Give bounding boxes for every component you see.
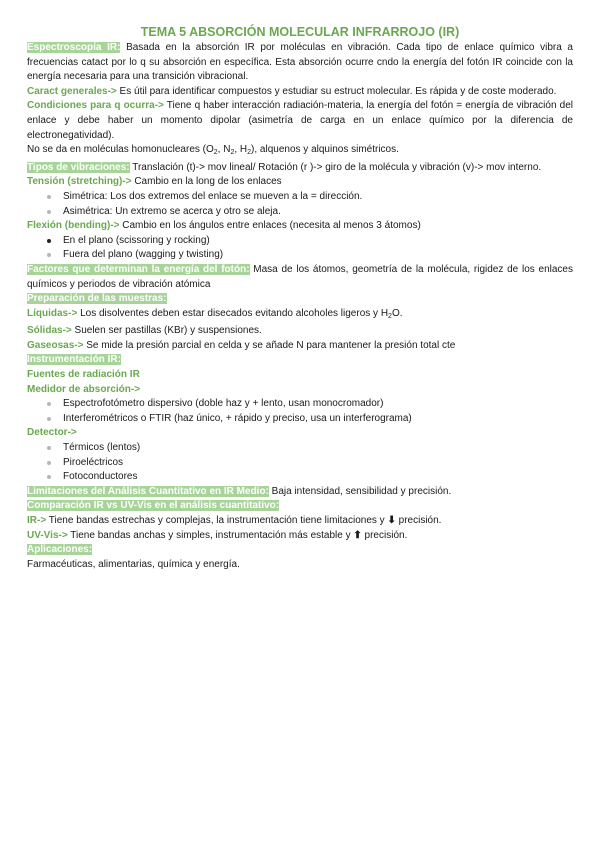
homonucleares-text-c: , H [234, 144, 248, 156]
paragraph-preparacion [27, 292, 573, 307]
caract-text: Es útil para identificar compuestos y estudiar su estruct molecular. Es rápida y de coste moderado. [116, 85, 557, 97]
list-item: Fotoconductores [27, 470, 573, 485]
flexion-text: Cambio en los ángulos entre enlaces (necesita al menos 3 átomos) [119, 220, 421, 232]
label-caract: Caract generales-> [27, 85, 117, 97]
list-tension [27, 190, 573, 219]
highlight-aplicaciones: Aplicaciones: [27, 544, 93, 556]
paragraph-fuentes [27, 368, 573, 383]
list-item: Interferométricos o FTIR (haz único, + rápido y preciso, usa un interferograma) [27, 412, 573, 427]
paragraph-caract [27, 85, 573, 100]
label-ir: IR-> [27, 515, 47, 526]
paragraph-uvvis [27, 529, 573, 544]
page-title: TEMA 5 ABSORCIÓN MOLECULAR INFRARROJO (IR) [140, 25, 460, 39]
solidas-text: Suelen ser pastillas (KBr) y suspensiones. [71, 325, 262, 337]
highlight-espectroscopia: Espectroscopía IR: [27, 42, 121, 53]
tipos-text: Translación (t)-> mov lineal/ Rotación (r )-> giro de la molécula y vibración (v)-> mov interno. [129, 161, 542, 173]
paragraph-ir [27, 514, 573, 529]
list-item: Espectrofotómetro dispersivo (doble haz y + lento, usan monocromador) [27, 397, 573, 412]
subscript-n2: 2 [230, 149, 235, 157]
subscript-h2o: 2 [388, 312, 392, 320]
uvvis-text-b: precisión. [361, 529, 408, 541]
paragraph-gaseosas [27, 339, 573, 354]
paragraph-espectroscopia [27, 41, 573, 85]
highlight-factores: Factores que determinan la energía del fotón: [27, 263, 250, 275]
highlight-comparacion: Comparación IR vs UV-Vis en el análisis cuantitativo: [27, 500, 280, 512]
paragraph-comparacion [27, 499, 573, 514]
paragraph-aplicaciones [27, 543, 573, 558]
paragraph-homonucleares [27, 143, 573, 161]
document-page [27, 24, 573, 572]
paragraph-aplicaciones-text: Farmacéuticas, alimentarias, química y energía. [27, 558, 240, 570]
list-item: Piroeléctricos [27, 456, 573, 471]
espectroscopia-text: Basada en la absorción IR por moléculas en vibración. Cada tipo de enlace químico vibra a frecuencias catact por lo q su absorción en específica. Esta absorción ocurre cndo la energía del fotón IR coincide con la energía necesaria para una transición vibracional. [27, 42, 573, 83]
label-condiciones: Condiciones para q ocurra-> [27, 100, 164, 112]
ir-text-b: precisión. [395, 515, 442, 526]
label-gaseosas: Gaseosas-> [27, 339, 84, 351]
list-detector [27, 441, 573, 485]
label-liquidas: Líquidas-> [27, 307, 78, 319]
paragraph-tipos [27, 161, 573, 176]
label-uvvis: UV-Vis-> [27, 529, 68, 541]
limitaciones-text: Baja intensidad, sensibilidad y precisión. [268, 485, 452, 497]
subscript-o2: 2 [213, 149, 218, 157]
condiciones-text: Tiene q haber interacción radiación-materia, la energía del fotón = energía de vibración del enlace y debe haber un momento dipolar (asimetría de carga en un enlace químico por la diferencia de electronegatividad). [27, 100, 573, 141]
paragraph-medidor [27, 383, 573, 398]
highlight-preparacion: Preparación de las muestras: [27, 293, 167, 305]
arrow-down-icon: ⬇ [387, 515, 396, 526]
list-item: Simétrica: Los dos extremos del enlace se mueven a la = dirección. [27, 190, 573, 205]
paragraph-liquidas [27, 307, 573, 325]
highlight-instrumentacion: Instrumentación IR: [27, 354, 121, 366]
label-tension: Tensión (stretching)-> [27, 176, 132, 188]
list-item: Asimétrica: Un extremo se acerca y otro se aleja. [27, 205, 573, 220]
arrow-up-icon: ⬆ [353, 529, 362, 541]
subscript-h2: 2 [247, 149, 252, 157]
tension-text: Cambio en la long de los enlaces [131, 176, 282, 188]
paragraph-solidas [27, 324, 573, 339]
list-medidor [27, 397, 573, 426]
list-item: En el plano (scissoring y rocking) [27, 234, 573, 249]
liquidas-text-a: Los disolventes deben estar disecados evitando alcoholes ligeros y H [77, 307, 389, 319]
label-fuentes: Fuentes de radiación IR [27, 369, 140, 381]
paragraph-detector [27, 426, 573, 441]
paragraph-instrumentacion [27, 353, 573, 368]
highlight-tipos: Tipos de vibraciones: [27, 161, 130, 173]
paragraph-flexion [27, 219, 573, 234]
label-detector: Detector-> [27, 427, 77, 439]
paragraph-condiciones [27, 99, 573, 143]
homonucleares-text-d: ), alquenos y alquinos simétricos. [251, 144, 399, 156]
uvvis-text: Tiene bandas anchas y simples, instrumentación más estable y [67, 529, 354, 541]
homonucleares-text-b: , N [217, 144, 231, 156]
list-flexion [27, 234, 573, 263]
ir-text: Tiene bandas estrechas y complejas, la instrumentación tiene limitaciones y [46, 515, 388, 526]
highlight-limitaciones: Limitaciones del Análisis Cuantitativo en IR Medio: [27, 485, 269, 497]
liquidas-text-b: O. [391, 307, 403, 319]
paragraph-limitaciones [27, 485, 573, 500]
label-solidas: Sólidas-> [27, 325, 72, 337]
paragraph-factores [27, 263, 573, 292]
homonucleares-text-a: No se da en moléculas homonucleares (O [27, 144, 214, 156]
list-item: Térmicos (lentos) [27, 441, 573, 456]
label-medidor: Medidor de absorción-> [27, 383, 141, 395]
gaseosas-text: Se mide la presión parcial en celda y se añade N para mantener la presión total cte [83, 339, 456, 351]
paragraph-tension [27, 175, 573, 190]
factores-text: Masa de los átomos, geometría de la molécula, rigidez de los enlaces químicos y periodos de vibración atómica [27, 263, 573, 290]
list-item: Fuera del plano (wagging y twisting) [27, 248, 573, 263]
label-flexion: Flexión (bending)-> [27, 220, 120, 232]
